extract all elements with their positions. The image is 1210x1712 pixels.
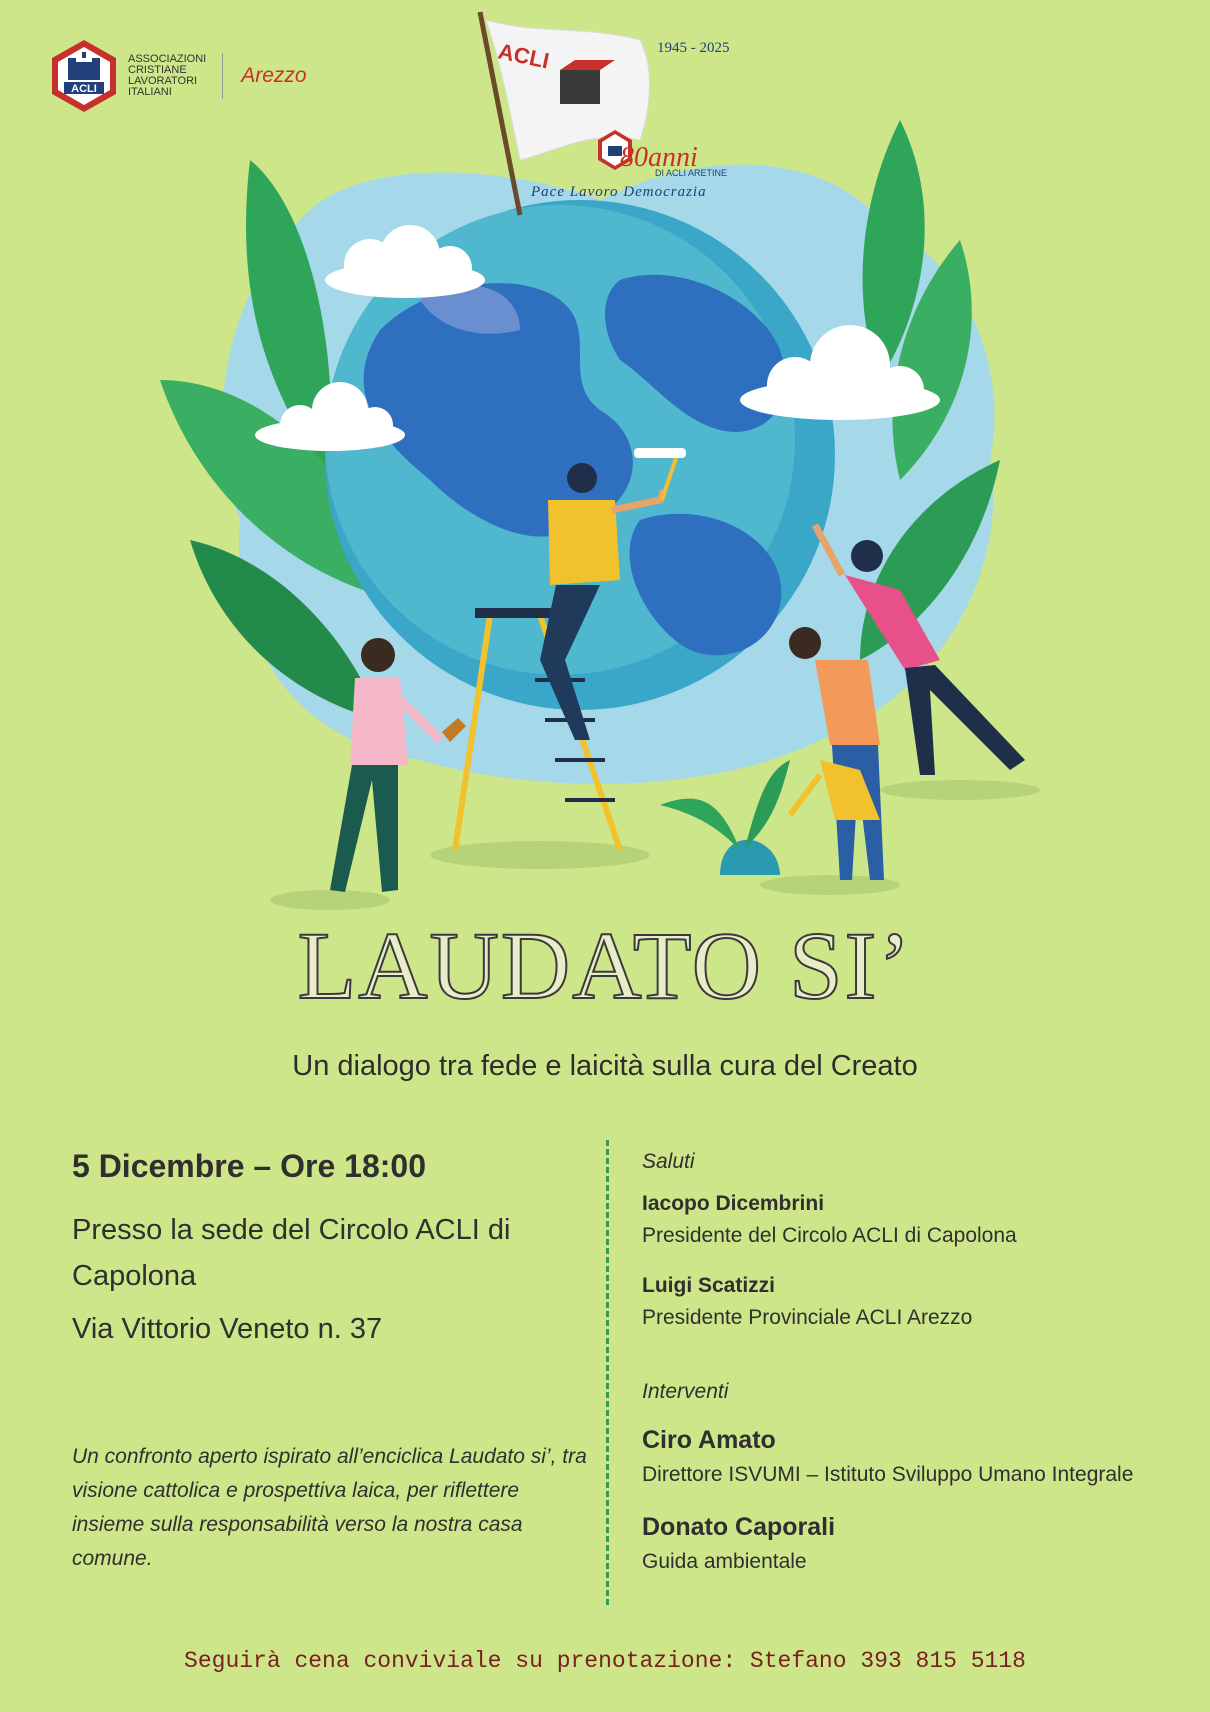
talks-label: Interventi [642,1380,729,1403]
anniversary-text: 80anni [620,142,698,173]
logo-abbr: ACLI [71,83,97,95]
acli-logo [50,38,307,114]
acli-hexagon-icon [50,38,118,114]
speaker-name: Luigi Scatizzi [642,1274,776,1297]
event-description: Un confronto aperto ispirato all’enciclica Laudato si’, tra visione cattolica e prospettiva laica, per riflettere insieme sulla responsabilità verso la nostra casa comune. [72,1445,587,1570]
logo-line: LAVORATORI [128,75,198,87]
speaker-role: Direttore ISVUMI – Istituto Sviluppo Umano Integrale [642,1463,1134,1486]
speaker-name: Donato Caporali [642,1513,836,1541]
logo-divider [222,53,223,99]
logo-wordmark [128,54,206,98]
motto: Pace Lavoro Democrazia [531,184,707,200]
logo-line: ITALIANI [128,86,172,98]
greetings-label: Saluti [642,1150,695,1173]
event-address: Via Vittorio Veneto n. 37 [72,1313,383,1345]
speaker-role: Presidente del Circolo ACLI di Capolona [642,1224,1017,1247]
event-place: Presso la sede del Circolo ACLI di Capolona [72,1214,511,1292]
poster-subtitle: Un dialogo tra fede e laicità sulla cura del Creato [292,1050,918,1082]
event-date: 5 Dicembre – Ore 18:00 [72,1148,426,1184]
flag-text: ACLI [495,38,552,74]
anniversary-years: 1945 - 2025 [657,40,730,56]
column-divider [606,1140,609,1605]
event-details [72,1148,592,1346]
speaker-name: Ciro Amato [642,1426,776,1454]
logo-line: CRISTIANE [128,64,187,76]
logo-line: ASSOCIAZIONI [128,53,207,65]
poster-title: LAUDATO SI’ [297,912,913,1019]
dinner-note: Seguirà cena conviviale su prenotazione: Stefano 393 815 5118 [184,1648,1026,1674]
speaker-role: Presidente Provinciale ACLI Arezzo [642,1306,973,1329]
anniversary-subtext: DI ACLI ARETINE [655,168,728,178]
program [642,1150,1202,1574]
speaker-role: Guida ambientale [642,1550,807,1573]
logo-city: Arezzo [241,64,307,87]
speaker-name: Iacopo Dicembrini [642,1192,825,1215]
